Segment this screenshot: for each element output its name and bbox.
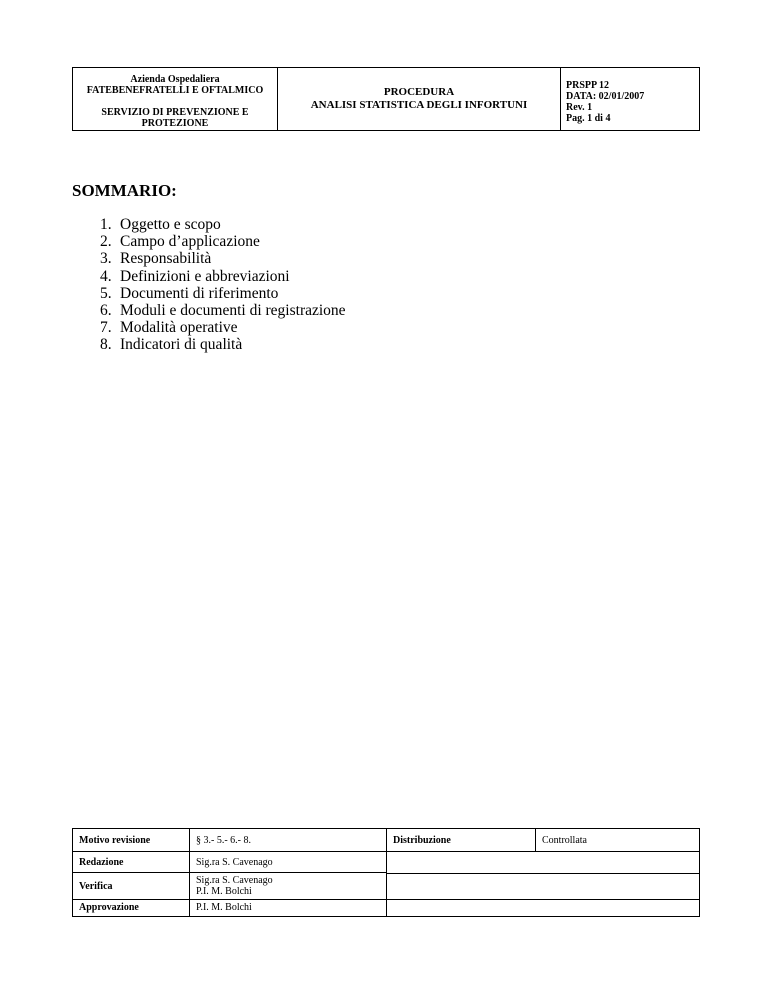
item-text: Documenti di riferimento bbox=[120, 284, 279, 302]
approvazione-value: P.I. M. Bolchi bbox=[190, 899, 387, 916]
org-line-1: Azienda Ospedaliera bbox=[130, 74, 220, 85]
list-item bbox=[100, 250, 346, 267]
doc-title: ANALISI STATISTICA DEGLI INFORTUNI bbox=[310, 99, 528, 111]
item-number: 5. bbox=[100, 284, 112, 302]
doc-code: PRSPP 12 bbox=[566, 80, 610, 91]
summary-title: SOMMARIO: bbox=[72, 181, 177, 200]
table-row bbox=[73, 852, 700, 873]
item-text: Responsabilità bbox=[120, 250, 212, 268]
list-item bbox=[100, 336, 346, 353]
list-item bbox=[100, 285, 346, 302]
item-number: 6. bbox=[100, 302, 112, 320]
item-text: Indicatori di qualità bbox=[120, 336, 243, 354]
doc-page: Pag. 1 di 4 bbox=[566, 113, 611, 124]
item-number: 3. bbox=[100, 250, 112, 268]
org-line-2: FATEBENEFRATELLI E OFTALMICO bbox=[86, 85, 264, 96]
item-number: 1. bbox=[100, 216, 112, 233]
header-organization bbox=[73, 68, 278, 130]
motivo-label: Motivo revisione bbox=[73, 829, 190, 852]
revision-table bbox=[72, 828, 700, 917]
empty-cell bbox=[387, 852, 700, 917]
table-row bbox=[73, 829, 700, 852]
item-number: 4. bbox=[100, 267, 112, 285]
item-text: Definizioni e abbreviazioni bbox=[120, 267, 290, 285]
item-number: 2. bbox=[100, 233, 112, 251]
list-item bbox=[100, 319, 346, 336]
header-procedure bbox=[278, 68, 561, 130]
item-text: Oggetto e scopo bbox=[120, 216, 221, 233]
summary-list bbox=[100, 216, 346, 354]
redazione-label: Redazione bbox=[73, 852, 190, 873]
verifica-label: Verifica bbox=[73, 873, 190, 899]
list-item bbox=[100, 233, 346, 250]
org-line-4: PROTEZIONE bbox=[141, 118, 209, 129]
doc-revision: Rev. 1 bbox=[566, 102, 593, 113]
list-item bbox=[100, 302, 346, 319]
verifica-value bbox=[190, 873, 387, 899]
verifica-value-1: Sig.ra S. Cavenago bbox=[196, 875, 273, 887]
approvazione-label: Approvazione bbox=[73, 899, 190, 916]
item-text: Campo d’applicazione bbox=[120, 233, 260, 251]
motivo-value: § 3.- 5.- 6.- 8. bbox=[190, 829, 387, 852]
item-text: Moduli e documenti di registrazione bbox=[120, 302, 346, 320]
list-item bbox=[100, 216, 346, 233]
distribuzione-label: Distribuzione bbox=[387, 829, 536, 852]
document-header bbox=[72, 67, 700, 131]
list-item bbox=[100, 268, 346, 285]
doc-date: DATA: 02/01/2007 bbox=[566, 91, 645, 102]
item-number: 7. bbox=[100, 319, 112, 337]
header-doc-info bbox=[561, 68, 699, 130]
item-number: 8. bbox=[100, 336, 112, 354]
distribuzione-value: Controllata bbox=[536, 829, 700, 852]
redazione-value: Sig.ra S. Cavenago bbox=[190, 852, 387, 873]
org-line-3: SERVIZIO DI PREVENZIONE E bbox=[101, 107, 249, 118]
doc-type: PROCEDURA bbox=[383, 86, 455, 98]
verifica-value-2: P.I. M. Bolchi bbox=[196, 886, 252, 898]
item-text: Modalità operative bbox=[120, 319, 238, 337]
